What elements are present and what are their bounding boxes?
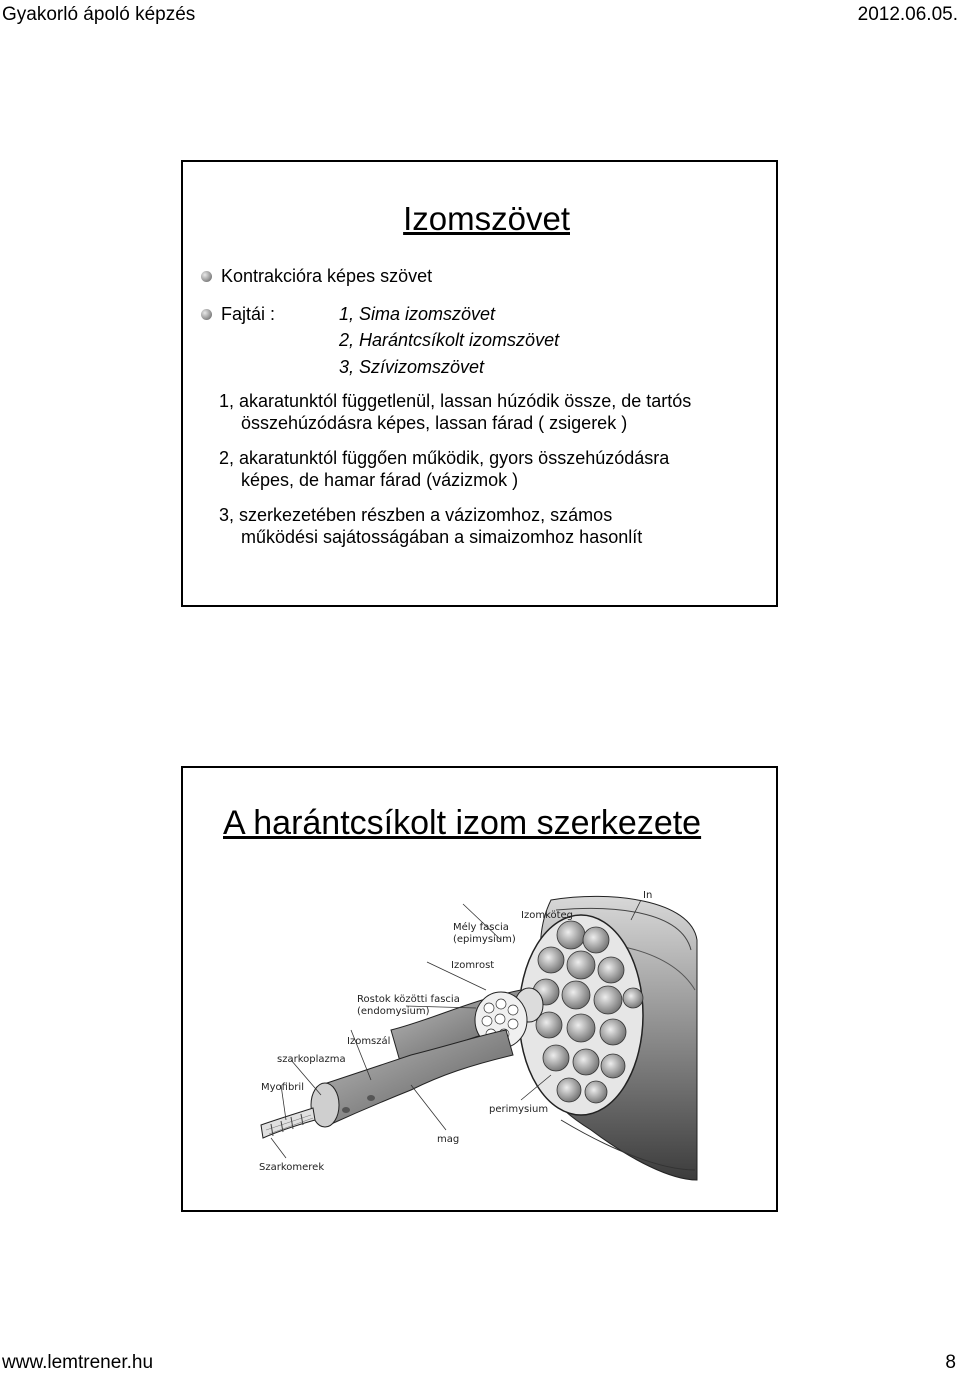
footer-website: www.lemtrener.hu xyxy=(2,1352,154,1373)
paragraph-line: 2, akaratunktól függően működik, gyors összehúzódásra xyxy=(219,448,670,468)
myofibril xyxy=(261,1108,315,1138)
bullet-item xyxy=(221,266,432,287)
paragraph-line: összehúzódásra képes, lassan fárad ( zsigerek ) xyxy=(241,413,628,433)
label-szarkoplazma: szarkoplazma xyxy=(277,1054,346,1065)
bullet-text: Kontrakcióra képes szövet xyxy=(221,266,433,286)
muscle-type-2: 2, Harántcsíkolt izomszövet xyxy=(339,330,560,350)
label-szarkomerek: Szarkomerek xyxy=(259,1162,325,1173)
label-myofibril: Myofibril xyxy=(261,1082,304,1093)
header-course-title: Gyakorló ápoló képzés xyxy=(2,4,196,25)
label-izomrost: Izomrost xyxy=(451,960,495,971)
label-izomszal: Izomszál xyxy=(347,1036,391,1047)
page-number: 8 xyxy=(945,1352,956,1373)
slide-muscle-structure xyxy=(181,766,778,1212)
paragraph-line: 3, szerkezetében részben a vázizomhoz, számos xyxy=(219,505,613,525)
slide-title: A harántcsíkolt izom szerkezete xyxy=(223,804,702,842)
bullet-icon xyxy=(201,271,212,282)
description-paragraph xyxy=(219,504,759,548)
slide-title: Izomszövet xyxy=(403,200,570,237)
label-endomysium: (endomysium) xyxy=(357,1006,430,1017)
label-izomkoteg: Izomköteg xyxy=(521,910,574,921)
header-date: 2012.06.05. xyxy=(857,4,958,25)
label-mely-fascia: Mély fascia xyxy=(453,922,509,933)
bullet-icon xyxy=(201,309,212,320)
muscle-structure-diagram xyxy=(251,880,699,1200)
label-in: In xyxy=(643,890,653,901)
label-perimysium: perimysium xyxy=(489,1104,549,1115)
muscle-type-1: 1, Sima izomszövet xyxy=(339,304,496,324)
paragraph-line: 1, akaratunktól függetlenül, lassan húzódik össze, de tartós xyxy=(219,391,692,411)
muscle-type-3: 3, Szívizomszövet xyxy=(339,357,485,377)
bullet-item xyxy=(221,304,275,325)
label-rostok-kozotti-fascia: Rostok közötti fascia xyxy=(357,994,460,1005)
slide-izomszovet xyxy=(181,160,778,607)
description-paragraph xyxy=(219,390,759,434)
label-mag: mag xyxy=(437,1134,460,1145)
paragraph-line: működési sajátosságában a simaizomhoz hasonlít xyxy=(241,527,643,547)
label-epimysium: (epimysium) xyxy=(453,934,516,945)
bullet-text: Fajtái : xyxy=(221,304,276,324)
description-paragraph xyxy=(219,447,759,491)
paragraph-line: képes, de hamar fárad (vázizmok ) xyxy=(241,470,519,490)
